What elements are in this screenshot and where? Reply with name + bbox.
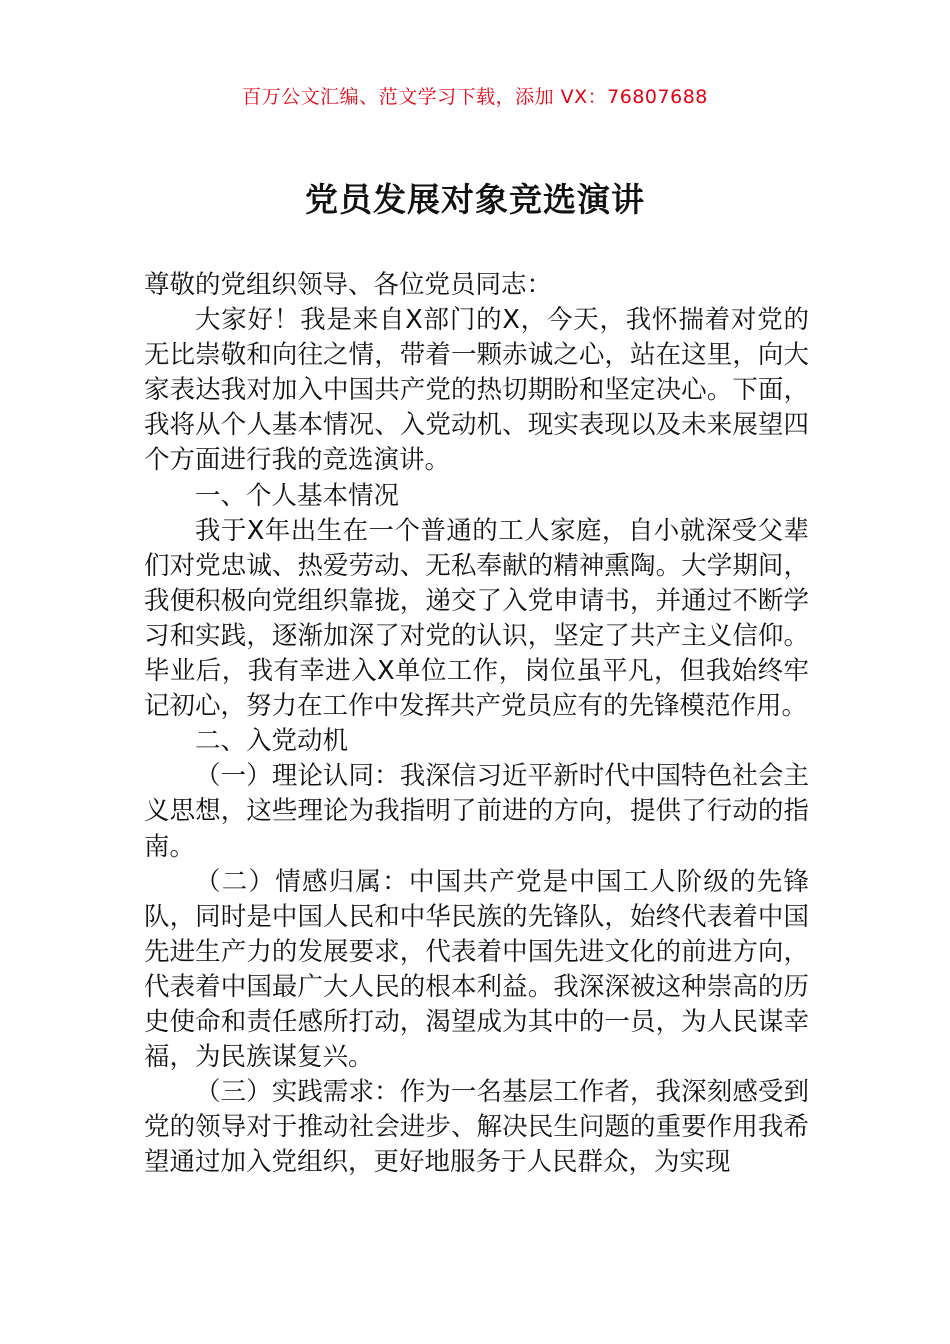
document-title: 党员发展对象竞选演讲 (305, 180, 645, 219)
paragraph-emotional-belonging: （二）情感归属：中国共产党是中国工人阶级的先锋队，同时是中国人民和中华民族的先锋队，始终代表着中国先进生产力的发展要求，代表着中国先进文化的前进方向，代表着中国最广大人民的根本利益。我深深被这种崇高的历史使命和责任感所打动，渴望成为其中的一员，为人民谋幸福，为民族谋复兴。 (144, 866, 809, 1073)
salutation: 尊敬的党组织领导、各位党员同志： (144, 270, 553, 300)
paragraph-practical-need: （三）实践需求：作为一名基层工作者，我深刻感受到党的领导对于推动社会进步、解决民生问题的重要作用我希望通过加入党组织，更好地服务于人民群众，为实现 (144, 1077, 809, 1178)
header-watermark-note: 百万公文汇编、范文学习下载，添加 VX：76807688 (242, 86, 708, 108)
paragraph-greeting: 大家好！我是来自X部门的X，今天，我怀揣着对党的无比崇敬和向往之情，带着一颗赤诚之心，站在这里，向大家表达我对加入中国共产党的热切期盼和坚定决心。下面，我将从个人基本情况、入党动机、现实表现以及未来展望四个方面进行我的竞选演讲。 (144, 305, 809, 476)
section-heading-personal-info: 一、个人基本情况 (195, 480, 400, 511)
paragraph-theory-identity: （一）理论认同：我深信习近平新时代中国特色社会主义思想，这些理论为我指明了前进的方向，提供了行动的指南。 (144, 761, 809, 862)
section-heading-motivation: 二、入党动机 (195, 726, 349, 757)
document-body (144, 268, 809, 1180)
paragraph-personal-info: 我于X年出生在一个普通的工人家庭，自小就深受父辈们对党忠诚、热爱劳动、无私奉献的精神熏陶。大学期间，我便积极向党组织靠拢，递交了入党申请书，并通过不断学习和实践，逐渐加深了对党的认识，坚定了共产主义信仰。毕业后，我有幸进入X单位工作，岗位虽平凡，但我始终牢记初心，努力在工作中发挥共产党员应有的先锋模范作用。 (144, 515, 809, 722)
